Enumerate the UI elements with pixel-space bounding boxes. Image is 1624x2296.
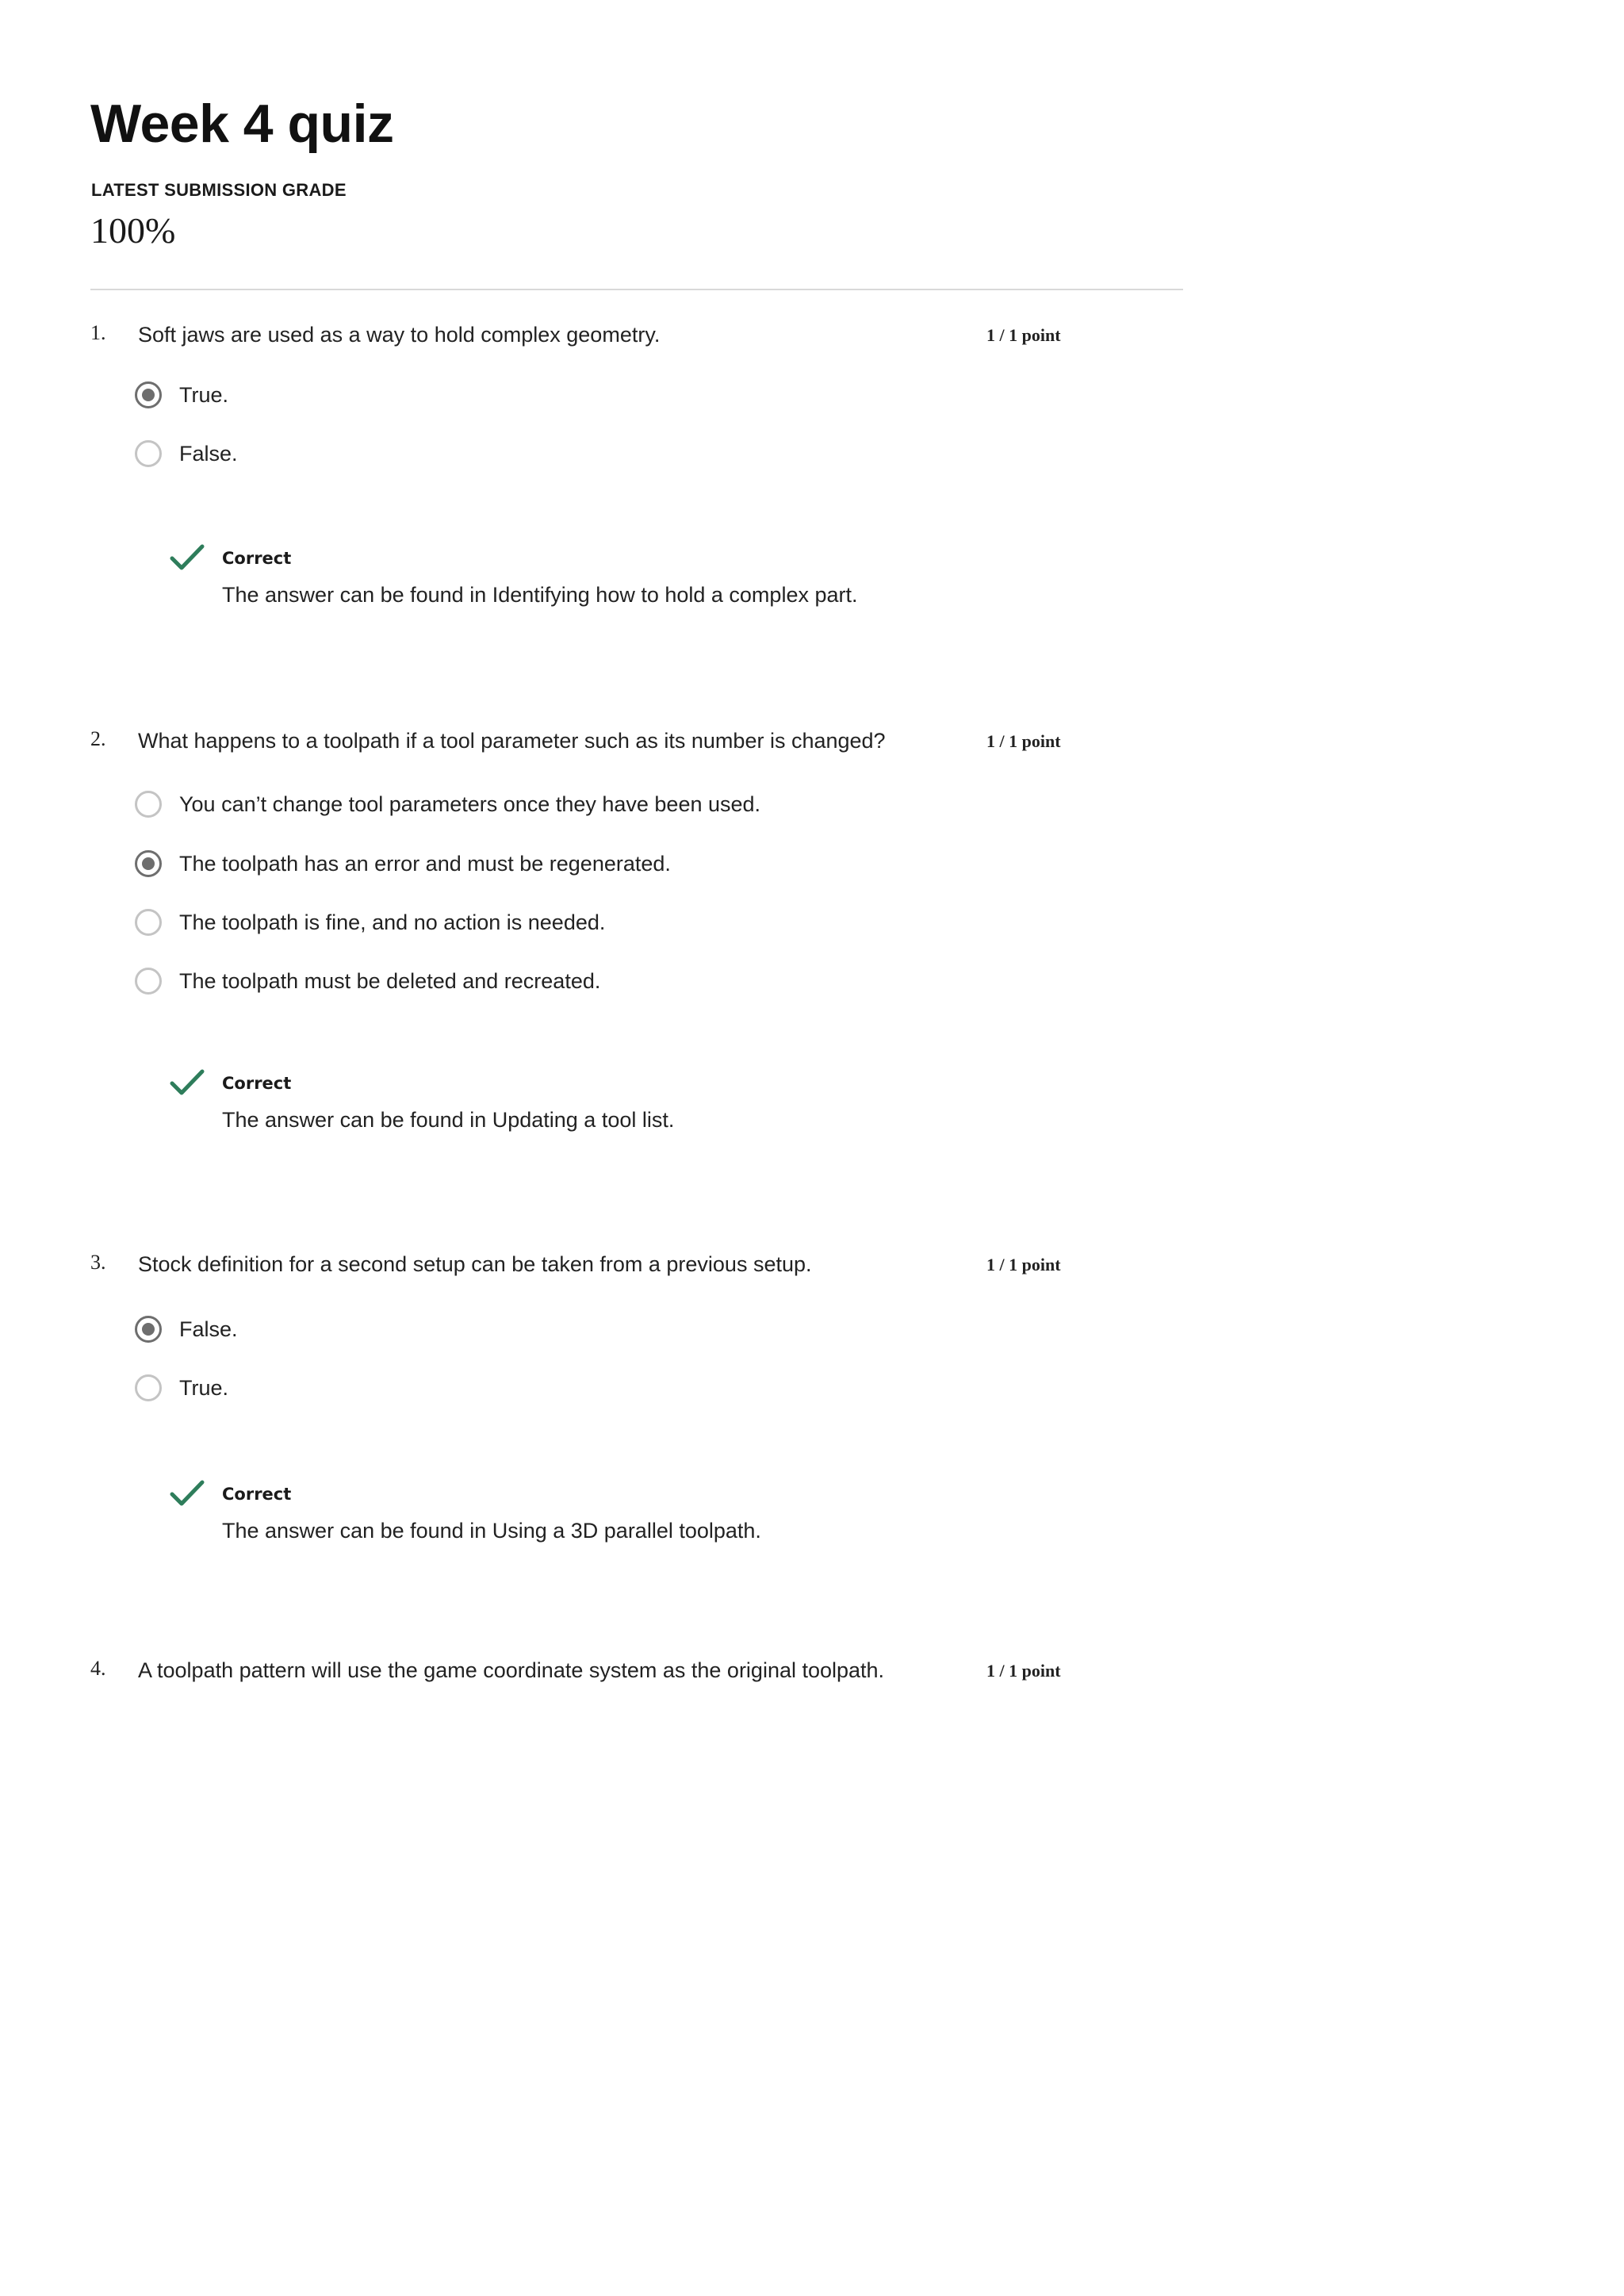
option-label: The toolpath must be deleted and recreated. [179, 969, 601, 993]
question-text: Soft jaws are used as a way to hold complex geometry. [138, 323, 661, 347]
option-true[interactable] [135, 1372, 1007, 1404]
question-text: What happens to a toolpath if a tool parameter such as its number is changed? [138, 729, 886, 753]
option-label: The toolpath is fine, and no action is needed. [179, 910, 606, 934]
grade-value: 100% [90, 210, 176, 251]
check-icon [170, 542, 205, 573]
feedback-correct [170, 542, 1121, 622]
option-label: True. [179, 1376, 229, 1400]
radio-button[interactable] [135, 1374, 162, 1401]
feedback-text: The answer can be found in Using a 3D parallel toolpath. [222, 1519, 761, 1543]
option-label: True. [179, 383, 229, 407]
question-number: 4. [90, 1657, 106, 1680]
option-false[interactable] [135, 438, 1007, 470]
radio-button[interactable] [135, 850, 162, 877]
question-text: A toolpath pattern will use the game coordinate system as the original toolpath. [138, 1658, 885, 1682]
question-number: 1. [90, 321, 106, 344]
option-label: The toolpath has an error and must be regenerated. [179, 852, 671, 876]
option-2[interactable] [135, 848, 1007, 880]
question-points: 1 / 1 point [986, 325, 1061, 345]
question-points: 1 / 1 point [986, 1255, 1061, 1274]
radio-button[interactable] [135, 968, 162, 995]
option-label: You can’t change tool parameters once they have been used. [179, 792, 761, 816]
radio-button[interactable] [135, 791, 162, 818]
feedback-status: Correct [222, 549, 292, 568]
feedback-status: Correct [222, 1485, 292, 1504]
option-4[interactable] [135, 965, 1007, 997]
feedback-correct [170, 1478, 1121, 1558]
feedback-text: The answer can be found in Identifying how to hold a complex part. [222, 583, 858, 607]
radio-button[interactable] [135, 381, 162, 408]
feedback-status: Correct [222, 1074, 292, 1093]
question-number: 3. [90, 1251, 106, 1274]
check-icon [170, 1478, 205, 1508]
option-label: False. [179, 442, 238, 466]
option-true[interactable] [135, 379, 1007, 411]
divider [90, 289, 1183, 290]
feedback-text: The answer can be found in Updating a tool list. [222, 1108, 675, 1132]
feedback-correct [170, 1068, 1121, 1147]
radio-button[interactable] [135, 440, 162, 467]
question-points: 1 / 1 point [986, 731, 1061, 751]
radio-button[interactable] [135, 909, 162, 936]
question-points: 1 / 1 point [986, 1661, 1061, 1681]
radio-button[interactable] [135, 1316, 162, 1343]
grade-label: LATEST SUBMISSION GRADE [91, 180, 347, 200]
option-1[interactable] [135, 788, 1007, 820]
question-text: Stock definition for a second setup can be taken from a previous setup. [138, 1252, 812, 1276]
page-title: Week 4 quiz [90, 94, 394, 154]
option-false[interactable] [135, 1313, 1007, 1345]
check-icon [170, 1068, 205, 1098]
question-number: 2. [90, 727, 106, 750]
option-label: False. [179, 1317, 238, 1341]
option-3[interactable] [135, 907, 1007, 938]
